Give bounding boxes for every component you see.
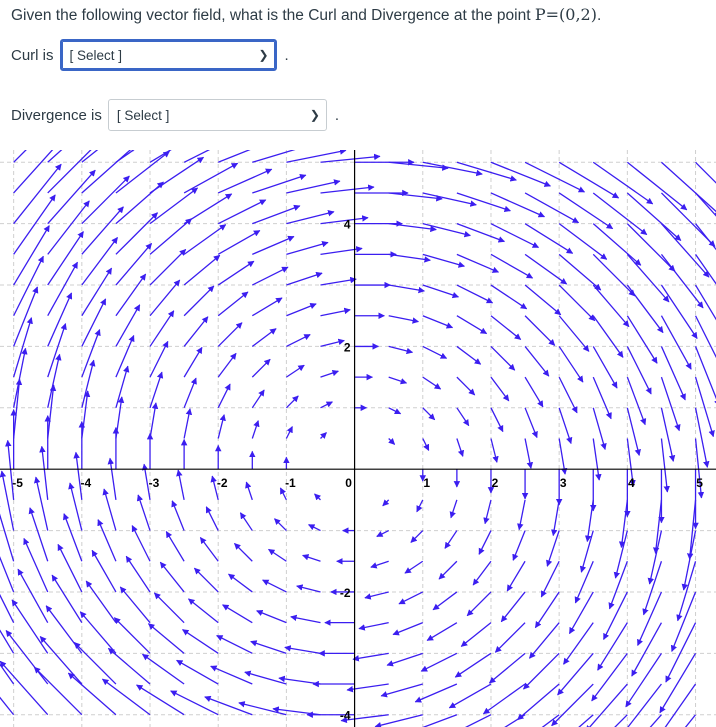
field-arrow — [48, 150, 107, 162]
field-arrow — [320, 433, 326, 439]
field-arrow — [320, 371, 338, 377]
field-arrow — [491, 439, 497, 463]
field-arrow — [389, 439, 395, 445]
field-arrow — [389, 377, 407, 383]
field-arrow — [150, 372, 162, 408]
field-arrow — [423, 408, 435, 420]
field-arrow — [483, 684, 525, 714]
field-arrow — [184, 347, 202, 377]
field-arrow — [178, 470, 184, 500]
field-arrow — [8, 440, 14, 499]
field-arrow — [524, 653, 560, 689]
field-arrow — [593, 408, 605, 450]
field-arrow — [593, 316, 623, 358]
field-arrow — [110, 458, 116, 500]
field-arrow — [457, 408, 469, 426]
field-arrow — [559, 162, 618, 198]
field-arrow — [218, 353, 236, 377]
field-arrow — [525, 346, 549, 376]
field-arrow — [654, 684, 696, 727]
field-arrow — [154, 593, 184, 623]
field-arrow — [252, 267, 288, 285]
field-arrow — [273, 709, 321, 715]
field-arrow — [495, 623, 525, 653]
x-tick-label: -5 — [12, 476, 23, 491]
field-arrow — [478, 715, 526, 727]
field-arrow — [211, 666, 253, 684]
field-arrow — [0, 533, 14, 592]
field-arrow — [291, 617, 321, 623]
field-arrow — [638, 592, 662, 645]
field-arrow — [263, 580, 287, 592]
field-arrow — [626, 653, 662, 706]
question-text — [11, 5, 601, 25]
field-arrow — [189, 599, 219, 623]
curl-select-value: [ Select ] — [69, 47, 123, 63]
field-arrow — [660, 653, 696, 712]
field-arrow — [166, 532, 184, 562]
field-arrow — [252, 329, 276, 347]
field-arrow — [183, 630, 219, 654]
field-arrow — [491, 408, 503, 432]
field-arrow — [14, 164, 62, 223]
field-arrow — [184, 409, 190, 439]
field-arrow — [200, 538, 218, 562]
field-arrow — [80, 612, 116, 654]
y-tick-label: 4 — [343, 217, 351, 232]
field-arrow — [269, 549, 287, 561]
field-arrow — [559, 254, 601, 290]
field-arrow — [251, 641, 287, 653]
field-arrow — [399, 592, 423, 604]
field-arrow — [82, 176, 130, 224]
field-arrow — [48, 201, 90, 254]
field-arrow — [375, 715, 423, 727]
field-arrow — [92, 550, 116, 592]
field-arrow — [489, 653, 525, 683]
field-arrow — [309, 525, 321, 531]
field-arrow — [14, 150, 67, 193]
field-arrow — [48, 354, 60, 407]
field-arrow — [507, 561, 525, 591]
field-arrow — [525, 193, 578, 223]
field-arrow — [82, 150, 141, 162]
field-arrow — [387, 653, 423, 665]
field-arrow — [184, 286, 214, 316]
field-arrow — [593, 346, 617, 388]
curl-row — [11, 39, 289, 71]
field-arrow — [389, 408, 401, 414]
field-arrow — [457, 346, 481, 364]
field-arrow — [98, 520, 116, 562]
field-arrow — [457, 377, 475, 395]
field-arrow — [457, 285, 493, 303]
field-arrow — [14, 379, 20, 438]
field-arrow — [383, 500, 389, 506]
field-arrow — [218, 200, 266, 224]
field-arrow — [172, 501, 184, 531]
field-arrow — [513, 531, 525, 561]
field-arrow — [320, 156, 379, 162]
field-arrow — [82, 207, 124, 255]
y-tick-label: -4 — [339, 708, 351, 723]
field-arrow — [421, 653, 457, 671]
field-arrow — [661, 439, 667, 492]
field-arrow — [598, 623, 628, 671]
field-arrow — [320, 248, 362, 254]
field-arrow — [252, 421, 258, 439]
field-arrow — [491, 193, 544, 217]
field-arrow — [389, 316, 419, 322]
field-arrow — [177, 660, 219, 684]
field-arrow — [650, 531, 662, 584]
field-arrow — [678, 561, 696, 620]
field-arrow — [491, 346, 515, 370]
field-arrow — [303, 555, 321, 561]
field-arrow — [240, 513, 252, 531]
question-point: P=(0,2) — [534, 5, 597, 24]
field-arrow — [184, 317, 208, 347]
field-arrow — [42, 446, 48, 499]
divergence-row — [11, 99, 339, 131]
field-arrow — [252, 390, 264, 408]
field-arrow — [347, 684, 389, 690]
field-arrow — [353, 653, 389, 659]
field-arrow — [491, 285, 527, 309]
field-arrow — [320, 279, 356, 285]
field-arrow — [138, 495, 150, 531]
field-arrow — [593, 193, 646, 235]
chevron-down-icon: ❯ — [258, 48, 269, 62]
x-tick-label: 4 — [628, 476, 635, 491]
curl-label: Curl is — [11, 46, 54, 64]
field-arrow — [518, 684, 560, 720]
field-arrow — [661, 162, 716, 215]
field-arrow — [14, 226, 50, 285]
x-tick-label: 3 — [559, 476, 567, 491]
field-arrow — [126, 556, 150, 592]
field-arrow — [455, 653, 491, 677]
field-arrow — [246, 482, 252, 500]
field-arrow — [593, 285, 629, 327]
field-arrow — [252, 237, 294, 255]
field-arrow — [223, 605, 253, 623]
field-arrow — [371, 561, 389, 567]
field-arrow — [604, 592, 628, 640]
field-arrow — [491, 377, 509, 401]
field-arrow — [315, 494, 321, 500]
field-arrow — [479, 531, 491, 555]
field-arrow — [559, 346, 583, 382]
field-arrow — [252, 150, 311, 162]
field-arrow — [433, 592, 457, 610]
field-arrow — [48, 262, 78, 315]
field-arrow — [320, 402, 332, 408]
field-arrow — [491, 316, 521, 340]
field-arrow — [417, 500, 423, 512]
field-arrow — [150, 188, 198, 224]
field-arrow — [525, 439, 531, 469]
field-arrow — [359, 623, 389, 629]
field-arrow — [194, 568, 218, 592]
field-arrow — [365, 592, 389, 598]
field-arrow — [592, 653, 628, 701]
field-arrow — [82, 299, 106, 347]
y-tick-label: -2 — [339, 585, 351, 600]
field-arrow — [150, 249, 186, 285]
field-arrow — [252, 298, 282, 316]
vector-field-plot — [0, 150, 716, 727]
field-arrow — [82, 238, 118, 286]
field-arrow — [423, 377, 441, 389]
field-arrow — [286, 396, 298, 408]
x-tick-label: 0 — [345, 476, 352, 491]
field-arrow — [218, 415, 224, 439]
field-arrow — [252, 359, 270, 377]
field-arrow — [423, 346, 447, 358]
x-tick-label: 5 — [696, 476, 703, 491]
field-arrow — [467, 592, 491, 616]
field-arrow — [184, 378, 196, 408]
field-arrow — [485, 500, 491, 524]
field-arrow — [461, 623, 491, 647]
field-arrow — [491, 254, 533, 278]
field-arrow — [143, 654, 185, 684]
field-arrow — [14, 318, 32, 377]
field-arrow — [535, 592, 559, 628]
field-arrow — [286, 212, 334, 224]
field-arrow — [559, 285, 595, 321]
field-arrow — [423, 316, 453, 328]
field-arrow — [234, 543, 252, 561]
field-arrow — [286, 335, 310, 347]
x-tick-label: -3 — [148, 476, 160, 491]
field-arrow — [82, 268, 112, 316]
field-arrow — [252, 206, 300, 224]
field-arrow — [381, 684, 423, 696]
field-arrow — [559, 408, 571, 444]
field-arrow — [148, 624, 184, 654]
field-arrow — [286, 304, 316, 316]
field-arrow — [48, 232, 84, 285]
x-tick-label: 1 — [423, 476, 431, 491]
field-arrow — [184, 225, 226, 255]
field-arrow — [14, 195, 56, 254]
field-arrow — [0, 594, 14, 653]
field-arrow — [320, 310, 350, 316]
field-arrow — [116, 151, 169, 193]
field-arrow — [286, 273, 322, 285]
field-arrow — [218, 231, 260, 255]
field-arrow — [457, 316, 487, 334]
field-arrow — [423, 285, 459, 297]
field-arrow — [218, 150, 277, 162]
field-arrow — [593, 162, 652, 204]
field-arrow — [423, 439, 429, 451]
field-arrow — [501, 592, 525, 622]
field-arrow — [525, 285, 561, 315]
field-arrow — [104, 489, 116, 531]
field-arrow — [696, 254, 716, 313]
field-arrow — [439, 561, 457, 579]
field-arrow — [86, 581, 116, 623]
question-prefix: Given the following vector field, what is the Curl and Divergence at the point — [11, 7, 535, 24]
field-arrow — [525, 377, 543, 407]
field-arrow — [114, 618, 150, 654]
field-arrow — [457, 439, 463, 457]
field-arrow — [184, 194, 232, 224]
field-arrow — [525, 254, 567, 284]
field-arrow — [525, 162, 584, 192]
divergence-select-value: [ Select ] — [116, 107, 170, 123]
chevron-right-icon: ❯ — [309, 108, 320, 122]
field-arrow — [449, 684, 491, 708]
field-arrow — [48, 170, 96, 223]
field-arrow — [320, 340, 344, 346]
field-arrow — [627, 162, 686, 210]
field-arrow — [696, 346, 716, 405]
field-arrow — [445, 531, 457, 549]
curl-select[interactable] — [60, 39, 277, 71]
field-arrow — [82, 360, 94, 408]
divergence-label: Divergence is — [11, 106, 102, 124]
field-arrow — [229, 574, 253, 592]
x-tick-label: -2 — [216, 476, 228, 491]
field-arrow — [525, 316, 555, 346]
field-arrow — [593, 439, 599, 481]
field-arrow — [24, 538, 48, 591]
x-tick-label: 2 — [491, 476, 499, 491]
field-arrow — [0, 502, 14, 561]
field-arrow — [286, 427, 292, 439]
field-arrow — [285, 647, 321, 653]
field-arrow — [377, 531, 389, 537]
field-arrow — [457, 254, 499, 272]
field-arrow — [217, 636, 253, 654]
field-arrow — [389, 285, 425, 291]
field-arrow — [415, 684, 457, 702]
field-arrow — [150, 150, 209, 162]
field-arrow — [160, 562, 184, 592]
field-arrow — [184, 255, 220, 285]
field-arrow — [632, 623, 662, 676]
field-arrow — [411, 531, 423, 543]
field-arrow — [275, 519, 287, 531]
field-arrow — [423, 193, 476, 205]
x-tick-label: -4 — [80, 476, 92, 491]
field-arrow — [48, 293, 72, 346]
field-arrow — [389, 224, 437, 230]
field-arrow — [286, 242, 328, 254]
field-arrow — [0, 563, 14, 622]
field-arrow — [393, 623, 423, 635]
question-suffix: . — [596, 7, 602, 24]
field-arrow — [286, 365, 304, 377]
divergence-select[interactable] — [108, 99, 327, 131]
y-tick-label: 2 — [343, 340, 351, 355]
field-arrow — [690, 500, 696, 559]
field-arrow — [547, 531, 559, 567]
field-arrow — [150, 341, 168, 377]
field-arrow — [389, 346, 413, 352]
field-arrow — [627, 193, 680, 241]
field-arrow — [218, 323, 242, 347]
field-arrow — [218, 384, 230, 408]
field-arrow — [666, 623, 696, 682]
field-arrow — [218, 261, 254, 285]
field-arrow — [320, 187, 373, 193]
field-arrow — [297, 586, 321, 592]
field-arrow — [150, 311, 174, 347]
field-arrow — [218, 292, 248, 316]
field-arrow — [423, 162, 482, 174]
field-arrow — [451, 500, 457, 518]
field-arrow — [427, 623, 457, 641]
field-arrow — [661, 346, 685, 399]
field-arrow — [696, 316, 716, 375]
field-arrow — [519, 500, 525, 530]
field-arrow — [593, 377, 611, 419]
field-arrow — [257, 611, 287, 623]
field-arrow — [473, 561, 491, 585]
field-arrow — [405, 561, 423, 573]
field-arrow — [206, 507, 218, 531]
curl-period: . — [284, 46, 289, 64]
field-arrow — [525, 408, 537, 438]
divergence-period: . — [334, 106, 340, 124]
x-tick-label: -1 — [285, 476, 296, 491]
field-arrow — [14, 256, 44, 315]
field-arrow — [615, 531, 627, 579]
field-arrow — [491, 162, 550, 186]
